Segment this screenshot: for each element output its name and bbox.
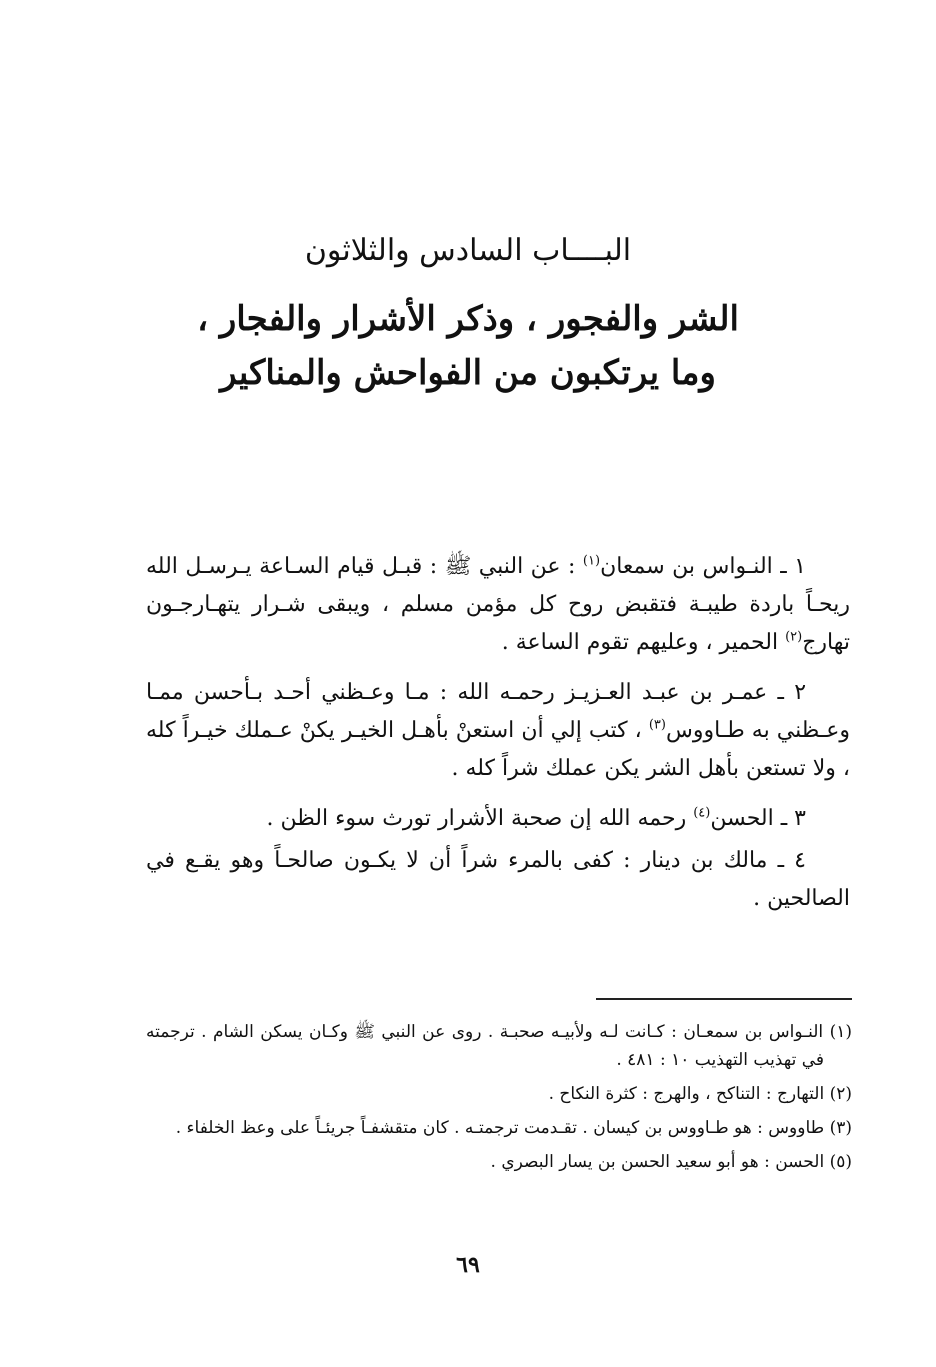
page-number: ٦٩ — [456, 1252, 480, 1278]
paragraph-3-text-a: ٣ ـ الحسن — [710, 806, 806, 831]
chapter-title-line-2: وما يرتكبون من الفواحش والمناكير — [220, 353, 716, 393]
paragraph-1 — [146, 548, 850, 662]
paragraph-1-text-b: : عن النبي ﷺ : قبـل قيام السـاعة يـرسـل الله ريحـاً باردة طيبـة فتقبض روح كل مؤمن مسلم ، ويبقى شـرار يتهـارجـون تهارج — [146, 554, 850, 655]
paragraph-4 — [146, 842, 850, 918]
footnote-2: (٢) التهارج : التناكح ، والهرج : كثرة النكاح . — [548, 1084, 852, 1104]
paragraph-2 — [146, 674, 850, 788]
chapter-title-line-1: الشر والفجور ، وذكر الأشرار والفجار ، — [197, 299, 739, 339]
footnote-ref-2: (٢) — [785, 629, 803, 645]
footnote-1: (١) النـواس بن سمعـان : كـانت لـه ولأبيـه صحبـة . روى عن النبي ﷺ وكـان يسكن الشام . ترجمته في تهذيب التهذيب ١٠ : ٤٨١ . — [146, 1022, 852, 1070]
chapter-title — [150, 292, 786, 400]
footnote-ref-4: (٤) — [693, 805, 711, 821]
footnotes — [146, 1018, 852, 1182]
body-text — [146, 548, 850, 930]
paragraph-2-text-b: ، كتب إلي أن استعنْ بأهـل الخيـر يكنْ عـملك خيـراً كله ، ولا تستعن بأهل الشر يكن عملك شراً كله . — [146, 718, 850, 781]
footnote-3: (٣) طاووس : هو طـاووس بن كيسان . تقـدمت ترجمتـه . كان متقشفـاً جريئـاً على وعظ الخلفاء . — [175, 1118, 852, 1138]
paragraph-1-text-c: الحمير ، وعليهم تقوم الساعة . — [501, 630, 786, 655]
paragraph-3 — [146, 800, 850, 838]
footnote-ref-3: (٣) — [648, 717, 666, 733]
paragraph-4-text: ٤ ـ مالك بن دينار : كفى بالمرء شراً أن لا يكـون صالحـاً وهو يقـع في الصالحين . — [146, 848, 850, 911]
paragraph-3-text-b: رحمه الله إن صحبة الأشرار تورث سوء الظن . — [266, 806, 694, 831]
chapter-number-heading: البــــاب السادس والثلاثون — [304, 233, 632, 268]
footnote-5: (٥) الحسن : هو أبو سعيد الحسن بن يسار البصري . — [490, 1152, 852, 1172]
paragraph-1-text-a: ١ ـ النـواس بن سمعان — [600, 554, 806, 579]
footnote-divider — [596, 998, 852, 1000]
paragraph-2-text-a: ٢ ـ عمـر بن عبـد العـزيـز رحمـه الله : مـا وعـظني أحـد بـأحسن ممـا وعـظني به طـاووس — [146, 680, 850, 743]
footnote-ref-1: (١) — [582, 553, 601, 569]
